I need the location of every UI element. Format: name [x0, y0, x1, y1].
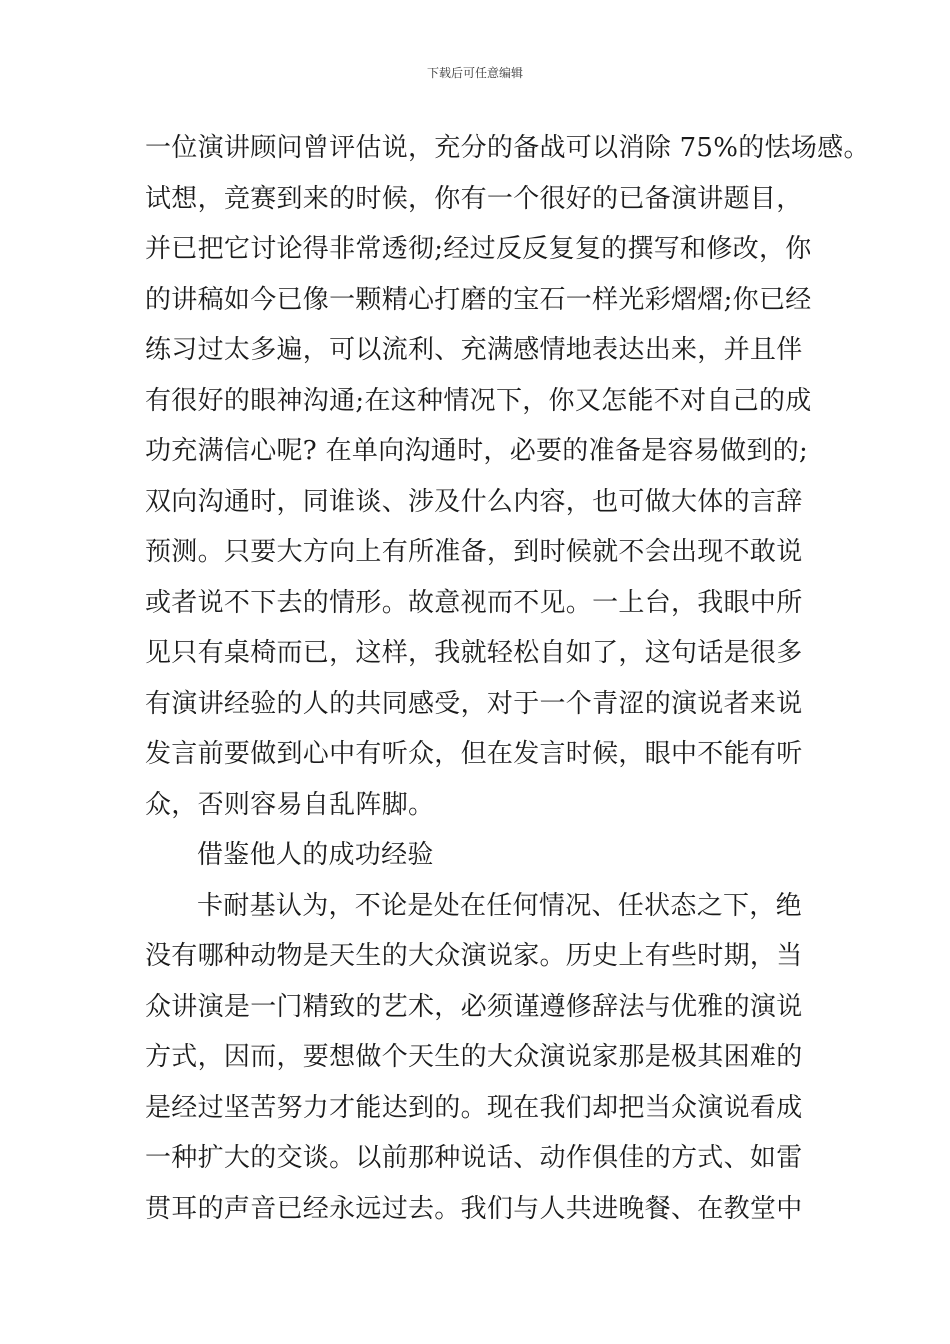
- page-header: 下载后可任意编辑: [426, 66, 523, 80]
- text-line: 方式，因而，要想做个天生的大众演说家那是极其困难的: [145, 1042, 803, 1072]
- text-line: 的讲稿如今已像一颗精心打磨的宝石一样光彩熠熠;你已经: [145, 284, 812, 315]
- text-line: 贯耳的声音已经永远过去。我们与人共进晚餐、在教堂中: [145, 1193, 803, 1224]
- text-line: 或者说不下去的情形。故意视而不见。一上台，我眼中所: [145, 587, 803, 618]
- text-line: 是经过坚苦努力才能达到的。现在我们却把当众演说看成: [145, 1092, 803, 1123]
- text-line: 众讲演是一门精致的艺术，必须谨遵修辞法与优雅的演说: [145, 991, 803, 1022]
- text-line: 一种扩大的交谈。以前那种说话、动作俱佳的方式、如雷: [145, 1143, 803, 1173]
- text-line: 双向沟通时，同谁谈、涉及什么内容，也可做大体的言辞: [145, 486, 803, 517]
- text-line: 功充满信心呢? 在单向沟通时，必要的准备是容易做到的;: [145, 436, 809, 466]
- document-body: [145, 130, 870, 1241]
- text-line: 卡耐基认为，不论是处在任何情况、任状态之下，绝: [197, 890, 802, 921]
- text-line: 发言前要做到心中有听众，但在发言时候，眼中不能有听: [145, 739, 803, 769]
- section-heading: 借鉴他人的成功经验: [197, 840, 434, 870]
- text-line: 有很好的眼神沟通;在这种情况下，你又怎能不对自己的成: [145, 385, 812, 416]
- text-line: 练习过太多遍，可以流利、充满感情地表达出来，并且伴: [145, 335, 803, 365]
- text-line: 并已把它讨论得非常透彻;经过反反复复的撰写和修改，你: [145, 234, 812, 264]
- text-line: 试想，竞赛到来的时候，你有一个很好的已备演讲题目，: [145, 183, 803, 214]
- text-line: 见只有桌椅而已，这样，我就轻松自如了，这句话是很多: [145, 638, 803, 668]
- text-line: 没有哪种动物是天生的大众演说家。历史上有些时期，当: [145, 941, 803, 971]
- text-line: 预测。只要大方向上有所准备，到时候就不会出现不敢说: [145, 537, 803, 567]
- text-line: 有演讲经验的人的共同感受，对于一个青涩的演说者来说: [145, 688, 803, 719]
- text-line: 一位演讲顾问曾评估说，充分的备战可以消除 75%的怯场感。: [145, 133, 870, 163]
- text-line: 众，否则容易自乱阵脚。: [145, 789, 435, 820]
